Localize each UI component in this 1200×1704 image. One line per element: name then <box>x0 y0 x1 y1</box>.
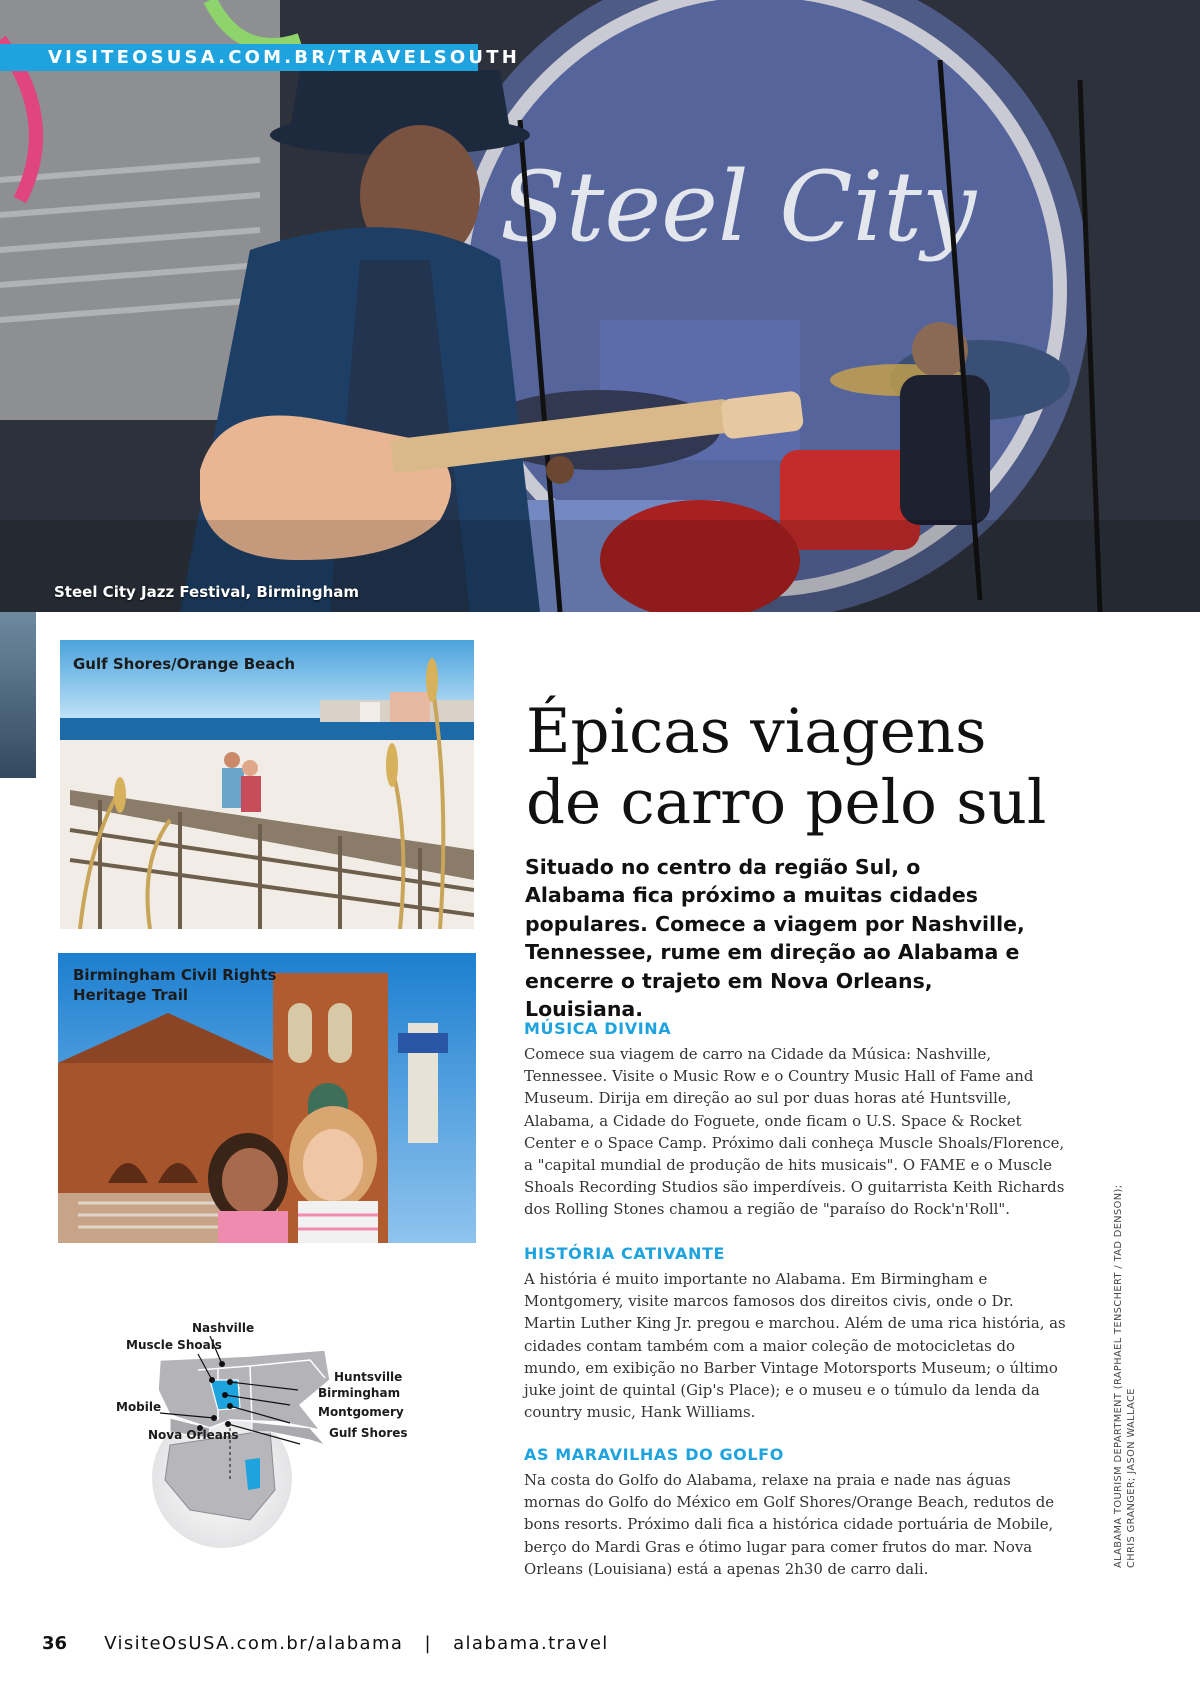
section-text-historia: A história é muito importante no Alabama. Em Birmingham e Montgomery, visite marcos famosos dos direitos civis, onde o Dr. Martin Luther King Jr. pregou e marchou. Além de uma rica história, as cidades contam também com a maior coleção de motocicletas do mundo, em exibição no Barber Vintage Motorsports Museum; o último juke joint de quintal (Gip's Place); e o museu e o túmulo da lenda da country music, Hank Williams. <box>524 1270 1066 1422</box>
footer-link-visiteosusa[interactable]: VisiteOsUSA.com.br/alabama <box>104 1633 404 1654</box>
civil-rights-photo <box>58 953 476 1243</box>
url-banner[interactable] <box>0 44 520 71</box>
section-text-golfo: Na costa do Golfo do Alabama, relaxe na praia e nade nas águas mornas do Golfo do México em Golf Shores/Orange Beach, redutos de bons resorts. Próximo dali fica a histórica cidade portuária de Mobile, berço do Mardi Gras e ótimo lugar para comer frutos do mar. Nova Orleans (Louisiana) está a apenas 2h30 de carro dali. <box>524 1471 1055 1578</box>
footer-link-alabama-travel[interactable]: alabama.travel <box>453 1633 609 1654</box>
route-map <box>110 1310 410 1550</box>
map-label-birmingham: Birmingham <box>318 1386 401 1400</box>
left-photo-strip <box>0 612 36 778</box>
section-body-musica <box>524 1043 1069 1221</box>
section-heading-historia: HISTÓRIA CATIVANTE <box>524 1244 726 1263</box>
gulf-shores-photo <box>60 640 474 929</box>
section-body-historia <box>524 1268 1069 1423</box>
hero-illustration <box>0 0 1200 612</box>
section-heading-musica: MÚSICA DIVINA <box>524 1019 672 1038</box>
map-label-muscle-shoals: Muscle Shoals <box>126 1338 222 1352</box>
civil-rights-caption-line1: Birmingham Civil Rights <box>73 966 277 984</box>
map-label-nova-orleans: Nova Orleans <box>148 1428 239 1442</box>
article-title-line1: Épicas viagens <box>526 696 987 767</box>
photo-credits <box>1112 1168 1138 1568</box>
map-label-huntsville: Huntsville <box>334 1370 403 1384</box>
map-label-nashville: Nashville <box>192 1321 255 1335</box>
map-label-gulf-shores: Gulf Shores <box>329 1426 408 1440</box>
hero-photo <box>0 0 1200 612</box>
section-text-musica: Comece sua viagem de carro na Cidade da Música: Nashville, Tennessee. Visite o Music Row e o Country Music Hall of Fame and Museum. Dirija em direção ao sul por duas horas até Huntsville, Alabama, a Cidade do Foguete, onde ficam o U.S. Space & Rocket Center e o Space Camp. Próximo dali conheça Muscle Shoals/Florence, a "capital mundial de produção de hits musicais". O FAME e o Muscle Shoals Recording Studios são imperdíveis. O guitarrista Keith Richards dos Rolling Stones chamou a região de "paraíso do Rock'n'Roll". <box>524 1045 1065 1219</box>
hero-caption: Steel City Jazz Festival, Birmingham <box>54 583 359 601</box>
civil-rights-caption-line2: Heritage Trail <box>73 986 189 1004</box>
hero-sign-text: Steel City <box>500 151 977 263</box>
article-title <box>526 696 1086 838</box>
photo-credits-line1: ALABAMA TOURISM DEPARTMENT (RAPHAEL TENSCHERT / TAD DENSON); <box>1113 1184 1124 1568</box>
section-heading-golfo: AS MARAVILHAS DO GOLFO <box>524 1445 784 1464</box>
url-banner-text[interactable]: VISITEOSUSA.COM.BR/TRAVELSOUTH <box>48 47 520 68</box>
civil-rights-caption <box>73 965 276 1005</box>
article-title-line2: de carro pelo sul <box>526 767 1047 838</box>
article-lede: Situado no centro da região Sul, o Alabama fica próximo a muitas cidades populares. Comece a viagem por Nashville, Tennessee, rume em direção ao Alabama e encerre o trajeto em Nova Orleans, Louisiana. <box>525 855 1025 1022</box>
map-label-montgomery: Montgomery <box>318 1405 404 1419</box>
section-body-golfo <box>524 1469 1069 1580</box>
page-footer <box>42 1633 609 1654</box>
photo-credits-line2: CHRIS GRANGER; JASON WALLACE <box>1126 1388 1137 1568</box>
footer-separator: | <box>424 1633 432 1654</box>
page-number: 36 <box>42 1633 68 1654</box>
map-label-mobile: Mobile <box>116 1400 162 1414</box>
gulf-shores-caption: Gulf Shores/Orange Beach <box>73 655 296 673</box>
